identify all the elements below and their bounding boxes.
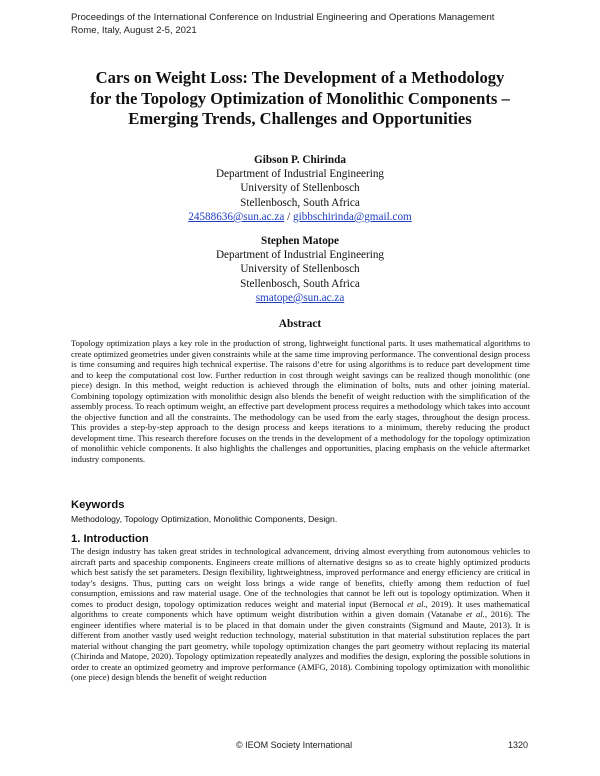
author-department: Department of Industrial Engineering (215, 168, 385, 181)
title-line-2: for the Topology Optimization of Monolithic Components – (90, 88, 510, 108)
author-location: Stellenbosch, South Africa (240, 196, 360, 209)
keywords-heading: Keywords (71, 499, 125, 511)
introduction-paragraph (71, 546, 530, 683)
intro-text-part: , 2019). It uses mathematical algorithms to create components which have optimum weight distribution within a given domain (Vatanabe (71, 598, 530, 619)
author-block-1 (60, 153, 540, 224)
author-email-link[interactable]: gibbschirinda@gmail.com (293, 210, 412, 223)
paper-title (60, 68, 540, 130)
footer-copyright: © IEOM Society International (236, 740, 353, 750)
abstract-text: Topology optimization plays a key role in the production of strong, lightweight functional parts. It uses mathematical algorithms to create optimized geometries under given constraints while at the same time improving performance. The conventional design process is time consuming and requires high technical expertise. The raisons d’etre for using algorithms is to reduce part development time and to keep the computational cost low. Further reduction in cost through weight savings can be realized though monolithic (one piece) design. In this method, weight reduction is achieved through the elimination of bolts, nuts and other joining material. Combining topology optimization with monolithic design also blends the benefit of weight reduction with the simplification of the assembly process. To reach optimum weight, an effective part development process requires a methodology which takes into account the objective function and all the constraints. The methodology can be used from the early stages, throughout the design process. This provides a step-by-step approach to the design process and keeps iterations to a minimum, thereby reducing the product development time. This research therefore focuses on the trends in the development of a methodology for the topology optimization of monolithic vehicle components. It also highlights the challenges and opportunities, placing emphasis on the vehicle aftermarket industry components. (71, 338, 530, 464)
abstract-heading: Abstract (278, 318, 322, 330)
intro-text-part: , 2016). The engineer identifies where material is to be placed in that domain under the given constraints (Sigmund and Maute, 2013). It is different from another vastly used weight reduction technology, material substitution in that material substitution replaces the part material without changing the part geometry, while topology optimization changes the part geometry without replacing its material (Chirinda and Matope, 2020). Topology optimization repeatedly analyzes and modifies the design, exploring the possible solutions in order to create an optimized geometry and improve performance (AMFG, 2018). Combining topology optimization with monolithic (one piece) design blends the benefit of weight reduction (71, 609, 530, 682)
intro-text-part: The design industry has taken great strides in technological advancement, driving almost everything from autonomous vehicles to aircraft parts and spaceship components. Engineers create millions of alternative designs so as to create highly optimized products which best satisfy the set parameters. Design flexibility, lightweightness, improved performance and energy efficiency are critical in today’s designs. Thus, putting cars on weight loss brings a wide range of benefits, chiefly among them reduction of fuel consumption, emissions and raw material usage. One of the technologies that cannot be left out is topology optimization. When it comes to product design, topology optimization reduces weight and material input (Bernocal (71, 546, 530, 609)
author-location: Stellenbosch, South Africa (240, 277, 360, 290)
author-email-link[interactable]: smatope@sun.ac.za (255, 291, 345, 304)
intro-et-al: et al. (407, 598, 426, 609)
header-conference: Proceedings of the International Conference on Industrial Engineering and Operations Management (71, 12, 495, 23)
author-name: Gibson P. Chirinda (254, 154, 346, 166)
author-name: Stephen Matope (260, 235, 339, 247)
author-university: University of Stellenbosch (240, 263, 360, 276)
title-line-3: Emerging Trends, Challenges and Opportunities (128, 109, 472, 128)
author-emails (60, 210, 540, 224)
author-block-2 (60, 234, 540, 305)
running-header (71, 12, 494, 37)
author-email-link[interactable]: 24588636@sun.ac.za (188, 210, 285, 223)
email-separator: / (284, 210, 293, 223)
title-line-1: Cars on Weight Loss: The Development of a Methodology (95, 68, 505, 87)
author-emails (60, 291, 540, 305)
introduction-heading: 1. Introduction (71, 533, 149, 545)
author-department: Department of Industrial Engineering (215, 249, 385, 262)
intro-et-al: et al. (465, 609, 485, 619)
footer-page-number: 1320 (508, 740, 529, 750)
author-university: University of Stellenbosch (240, 182, 360, 195)
keywords-text: Methodology, Topology Optimization, Monolithic Components, Design. (71, 514, 338, 524)
header-location-date: Rome, Italy, August 2-5, 2021 (71, 24, 197, 36)
